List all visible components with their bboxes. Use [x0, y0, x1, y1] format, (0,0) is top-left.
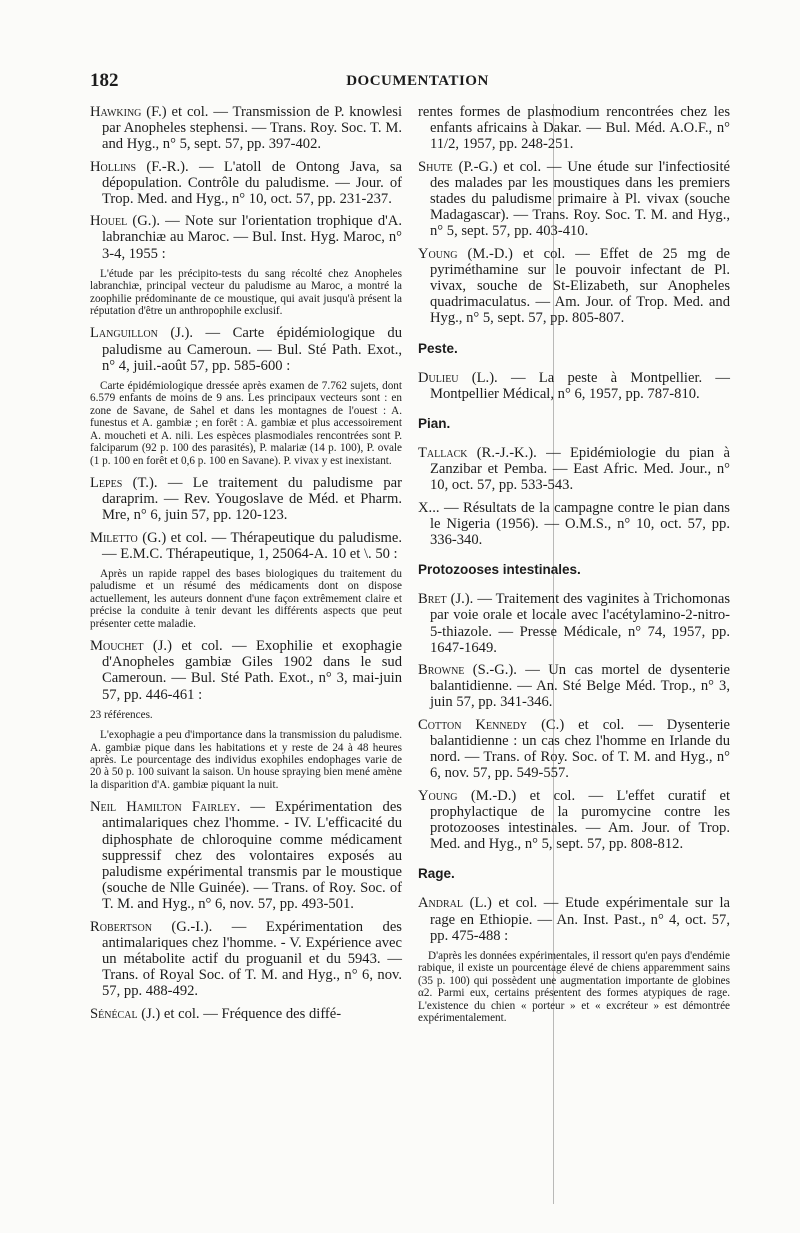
bibliography-entry: Neil Hamilton Fairley. — Expérimentation des antimalariques chez l'homme. - IV. L'efficacité du diphosphate de chloroquine comme médicament suppressif chez des volontaires exposés au paludisme expérimental transmis par le moustique (souche de Nlle Guinée). — Trans. of Roy. Soc. of T. M. and Hyg., n° 6, nov. 57, pp. 493-501. — [90, 799, 402, 913]
bibliography-entry: Bret (J.). — Traitement des vaginites à Trichomonas par voie orale et locale avec l'acétylamino-2-nitro-5-thiazole. — Presse Médicale, n° 74, 1957, pp. 1647-1649. — [418, 591, 731, 656]
bibliography-entry: Languillon (J.). — Carte épidémiologique du paludisme au Cameroun. — Bul. Sté Path. Exot., n° 4, juil.-août 57, pp. 585-600 : — [90, 325, 402, 374]
section-heading-pian: Pian. — [418, 416, 451, 432]
entry-abstract: L'étude par les précipito-tests du sang récolté chez Anopheles labranchiæ, principal vecteur du paludisme au Maroc, a montré la zoophilie prédominante de ce moustique, qui avait jusqu'à présent la réputation d'être un anthropophile exclusif. — [90, 267, 402, 318]
bibliography-entry: Tallack (R.-J.-K.). — Epidémiologie du pian à Zanzibar et Pemba. — East Afric. Med. Jour., n° 10, oct. 57, pp. 533-543. — [418, 445, 730, 494]
section-heading-peste: Peste. — [418, 340, 458, 356]
bibliography-entry: Robertson (G.-I.). — Expérimentation des antimalariques chez l'homme. - V. Expérience avec un métabolite actif du proguanil et du 5943. — Trans. of Royal Soc. of T. M. and Hyg., n° 6, nov. 57, pp. 488-492. — [90, 918, 402, 1000]
bibliography-entry: Young (M.-D.) et col. — Effet de 25 mg de pyriméthamine sur le pouvoir infectant de Pl. vivax, souche de St-Elizabeth, sur Anopheles quadrimaculatus. — Am. Jour. of Trop. Med. and Hyg., n° 5, sept. 57, pp. 805-807. — [418, 245, 731, 327]
bibliography-entry: Browne (S.-G.). — Un cas mortel de dysenterie balantidienne. — An. Sté Belge Méd. Trop., n° 3, juin 57, pp. 341-346. — [418, 662, 730, 711]
bibliography-entry: X... — Résultats de la campagne contre le pian dans le Nigeria (1956). — O.M.S., n° 10, oct. 57, pp. 336-340. — [418, 499, 730, 549]
page-number: 182 — [90, 70, 119, 91]
bibliography-entry: Dulieu (L.). — La peste à Montpellier. — Montpellier Médical, n° 6, 1957, pp. 787-810. — [418, 369, 730, 402]
bibliography-entry: Lepes (T.). — Le traitement du paludisme par daraprim. — Rev. Yougoslave de Méd. et Pharm. Mre, n° 6, juin 57, pp. 120-123. — [90, 474, 402, 524]
entry-abstract: L'exophagie a peu d'importance dans la transmission du paludisme. A. gambiæ pique dans les habitations et y reste de 24 à 48 heures après. Le pourcentage des individus exophiles endophages varie de 20 à 50 p. 100 suivant la saison. Un house spraying bien mené amène la disparition d'A. gambiæ piquant la nuit. — [90, 729, 402, 791]
bibliography-entry: Shute (P.-G.) et col. — Une étude sur l'infectiosité des malades par les moustiques dans les premiers stades du paludisme primaire à Pl. vivax (souche Madagascar). — Trans. Roy. Soc. T. M. and Hyg., n° 5, sept. 57, pp. 403-410. — [418, 158, 730, 240]
entry-abstract: Carte épidémiologique dressée après examen de 7.762 sujets, dont 6.579 enfants de moins de 9 ans. Les principaux vecteurs sont : en zone de Savane, de Sahel et dans les montagnes de l'ouest : A. funestus et A. gambiæ ; en forêt : A. gambiæ et plus accessoirement A. moucheti et A. nili. Les espèces plasmodiales rencontrées sont P. falciparum (92 p. 100 des parasités), P. malariæ (14 p. 100), P. ovale (1 p. 100 en forêt et 0,6 p. 100 en Savane). P. vivax y est inexistant. — [90, 380, 402, 467]
bibliography-entry: Houel (G.). — Note sur l'orientation trophique d'A. labranchiæ au Maroc. — Bul. Inst. Hyg. Maroc, n° 3-4, 1955 : — [90, 213, 402, 262]
bibliography-entry: Miletto (G.) et col. — Thérapeutique du paludisme. — E.M.C. Thérapeutique, 1, 25064-A. 10 et \. 50 : — [90, 529, 402, 562]
left-column — [90, 104, 402, 1028]
page-header — [90, 70, 745, 94]
running-title: DOCUMENTATION — [346, 73, 489, 89]
section-heading-protozooses: Protozooses intestinales. — [418, 562, 581, 578]
bibliography-entry: Cotton Kennedy (C.) et col. — Dysenterie balantidienne : un cas chez l'homme en Irlande du nord. — Trans. of Roy. Soc. of T. M. and Hyg., n° 6, nov. 57, pp. 549-557. — [418, 716, 730, 782]
section-heading-rage: Rage. — [418, 866, 455, 882]
entry-references: 23 références. — [90, 708, 153, 721]
bibliography-entry: Mouchet (J.) et col. — Exophilie et exophagie d'Anopheles gambiæ Giles 1902 dans le sud Cameroun. — Bul. Sté Path. Exot., n° 3, mai-juin 57, pp. 446-461 : — [90, 637, 402, 703]
right-column — [418, 104, 730, 1032]
entry-abstract: D'après les données expérimentales, il ressort qu'en pays d'endémie rabique, il existe un pourcentage élevé de chiens apparemment sains (35 p. 100) qui possèdent une augmentation importante de globines α2. Parmi eux, certains présentent des formes atypiques de rage. L'existence du chien « porteur » et « excréteur » est démontrée expérimentalement. — [418, 949, 730, 1024]
bibliography-entry: rentes formes de plasmodium rencontrées chez les enfants africains à Dakar. — Bul. Méd. A.O.F., n° 11/2, 1957, pp. 248-251. — [418, 104, 730, 153]
bibliography-entry: Hawking (F.) et col. — Transmission de P. knowlesi par Anopheles stephensi. — Trans. Roy. Soc. T. M. and Hyg., n° 5, sept. 57, pp. 397-402. — [90, 104, 402, 153]
bibliography-entry: Sénécal (J.) et col. — Fréquence des diffé- — [90, 1005, 342, 1022]
bibliography-entry: Andral (L.) et col. — Etude expérimentale sur la rage en Ethiopie. — An. Inst. Past., n° 4, oct. 57, pp. 475-488 : — [418, 895, 730, 944]
entry-abstract: Après un rapide rappel des bases biologiques du traitement du paludisme et un résumé des médicaments dont on dispose actuellement, les auteurs donnent d'une façon extrêmement claire et précise la conduite à tenir devant les différents aspects que peut présenter cette maladie. — [90, 567, 402, 630]
bibliography-entry: Hollins (F.-R.). — L'atoll de Ontong Java, sa dépopulation. Contrôle du paludisme. — Jour. of Trop. Med. and Hyg., n° 10, oct. 57, pp. 231-237. — [90, 158, 402, 208]
bibliography-entry: Young (M.-D.) et col. — L'effet curatif et prophylactique de la puromycine contre les protozooses intestinales. — Am. Jour. of Trop. Med. and Hyg., n° 5, sept. 57, pp. 808-812. — [418, 787, 730, 853]
